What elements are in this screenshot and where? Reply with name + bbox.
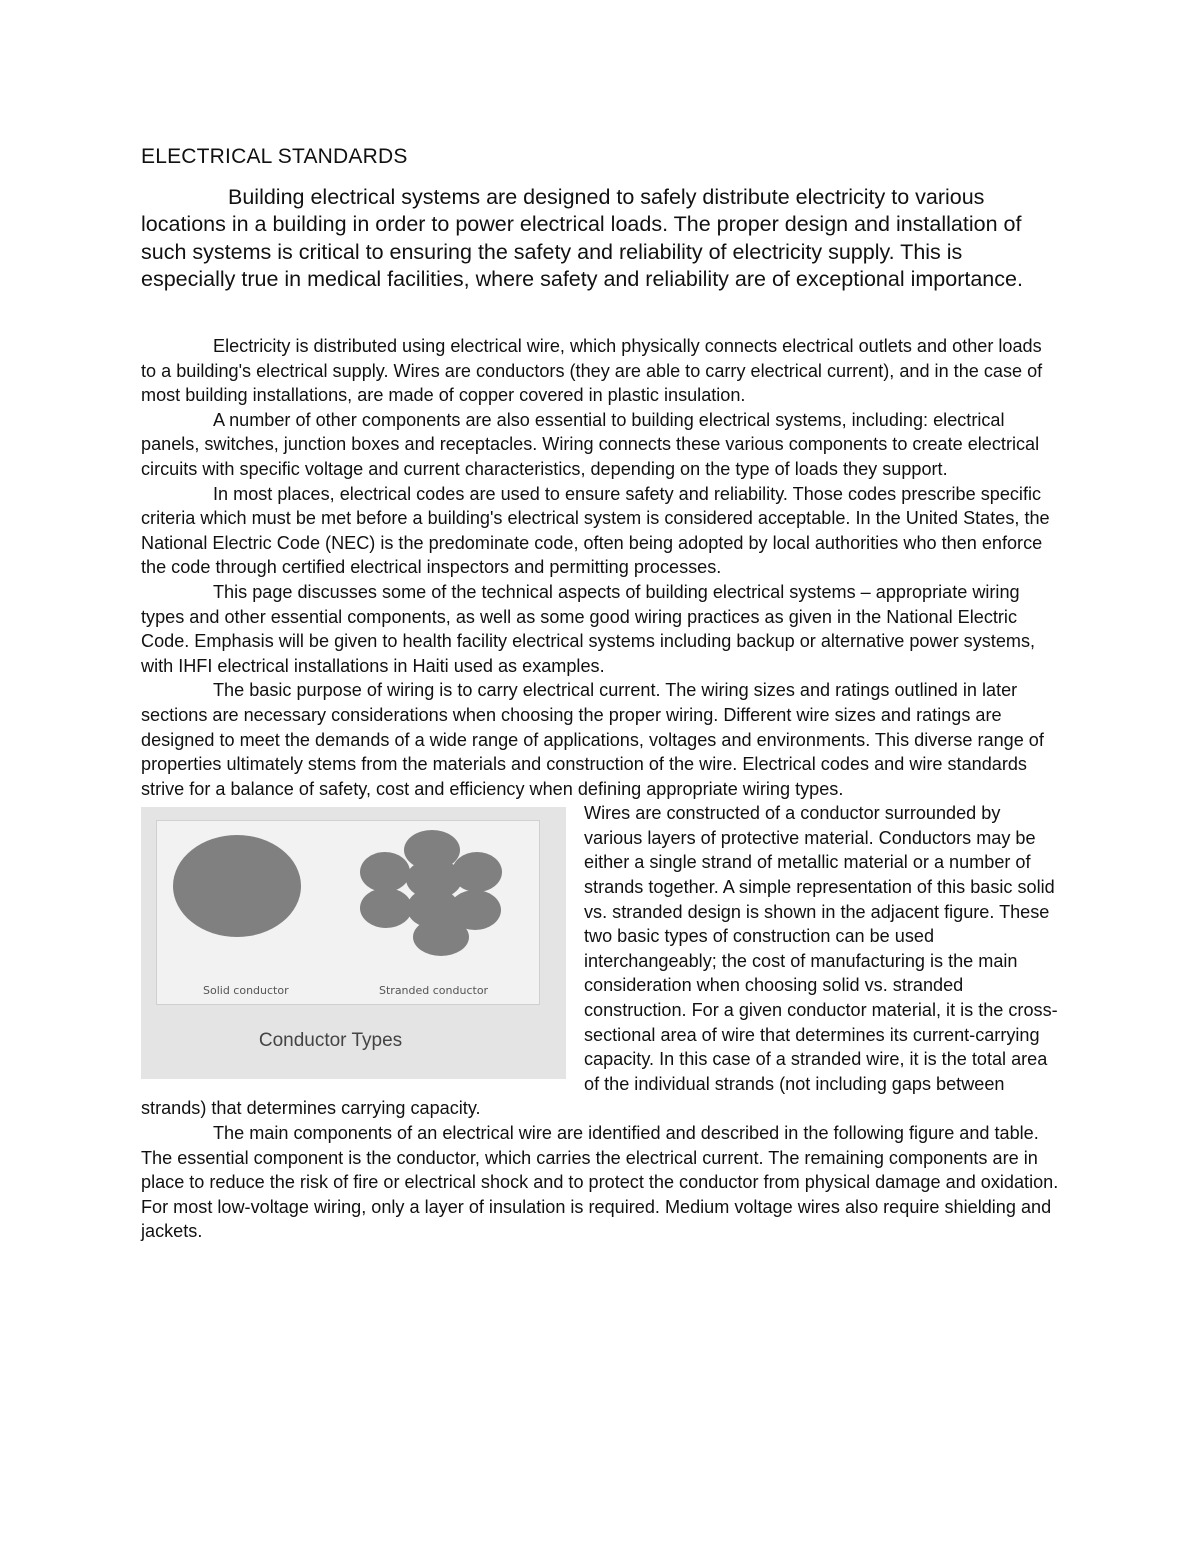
solid-conductor-label: Solid conductor [203,984,289,998]
body-paragraph: Wires are constructed of a conductor surrounded by various layers of protective material. Conductors may be either a single strand of metallic material or a number of strands together. A simple representation of this basic solid vs. stranded design is shown in the adjacent figure. These two basic types of construction can be used interchangeably; the cost of manufacturing is the main consideration when choosing solid vs. stranded construction. For a given conductor material, it is the cross-sectional area of wire that determines its current-carrying capacity. In this case of a stranded wire, it is the total area of the individual strands (not including gaps between strands) that determines carrying capacity. [141,803,1058,1119]
body-paragraph: The basic purpose of wiring is to carry electrical current. The wiring sizes and ratings outlined in later sections are necessary considerations when choosing the proper wiring. Different wire sizes and ratings are designed to meet the demands of a wide range of applications, voltages and environments. This diverse range of properties ultimately stems from the materials and construction of the wire. Electrical codes and wire standards strive for a balance of safety, cost and efficiency when defining appropriate wiring types. [141,680,1044,799]
stranded-conductor-strand [360,888,412,928]
stranded-conductor-strand [413,918,469,956]
body-paragraph: A number of other components are also essential to building electrical systems, including: electrical panels, switches, junction boxes and receptacles. Wiring connects these various components to create electrical circuits with specific voltage and current characteristics, depending on the type of loads they support. [141,409,1040,479]
intro-paragraph: Building electrical systems are designed to safely distribute electricity to various locations in a building in order to power electrical loads. The proper design and installation of such systems is critical to ensuring the safety and reliability of electricity supply. This is especially true in medical facilities, where safety and reliability are of exceptional importance. [141,185,1023,292]
figure-caption: Conductor Types [258,1030,403,1052]
body-paragraph: In most places, electrical codes are used to ensure safety and reliability. Those codes prescribe specific criteria which must be met before a building's electrical system is considered acceptable. In the United States, the National Electric Code (NEC) is the predominate code, often being adopted by local authorities who then enforce the code through certified electrical inspectors and permitting processes. [141,483,1050,578]
body-text [141,334,1061,1244]
page-title: ELECTRICAL STANDARDS [141,145,408,168]
stranded-conductor-strand [452,852,502,892]
body-paragraph: The main components of an electrical wire are identified and described in the following figure and table. The essential component is the conductor, which carries the electrical current. The remaining components are in place to reduce the risk of fire or electrical shock and to protect the conductor from physical damage and oxidation. For most low-voltage wiring, only a layer of insulation is required. Medium voltage wires also require shielding and jackets. [141,1123,1059,1242]
body-paragraph: Electricity is distributed using electrical wire, which physically connects electrical outlets and other loads to a building's electrical supply. Wires are conductors (they are able to carry electrical current), and in the case of most building installations, are made of copper covered in plastic insulation. [141,336,1043,406]
body-paragraph: This page discusses some of the technical aspects of building electrical systems – appropriate wiring types and other essential components, as well as some good wiring practices as given in the National Electric Code. Emphasis will be given to health facility electrical systems including backup or alternative power systems, with IHFI electrical installations in Haiti used as examples. [141,581,1036,676]
stranded-conductor-strand [360,852,410,892]
conductor-types-figure [141,807,566,1079]
solid-conductor-shape [173,835,301,937]
stranded-conductor-label: Stranded conductor [379,984,489,998]
